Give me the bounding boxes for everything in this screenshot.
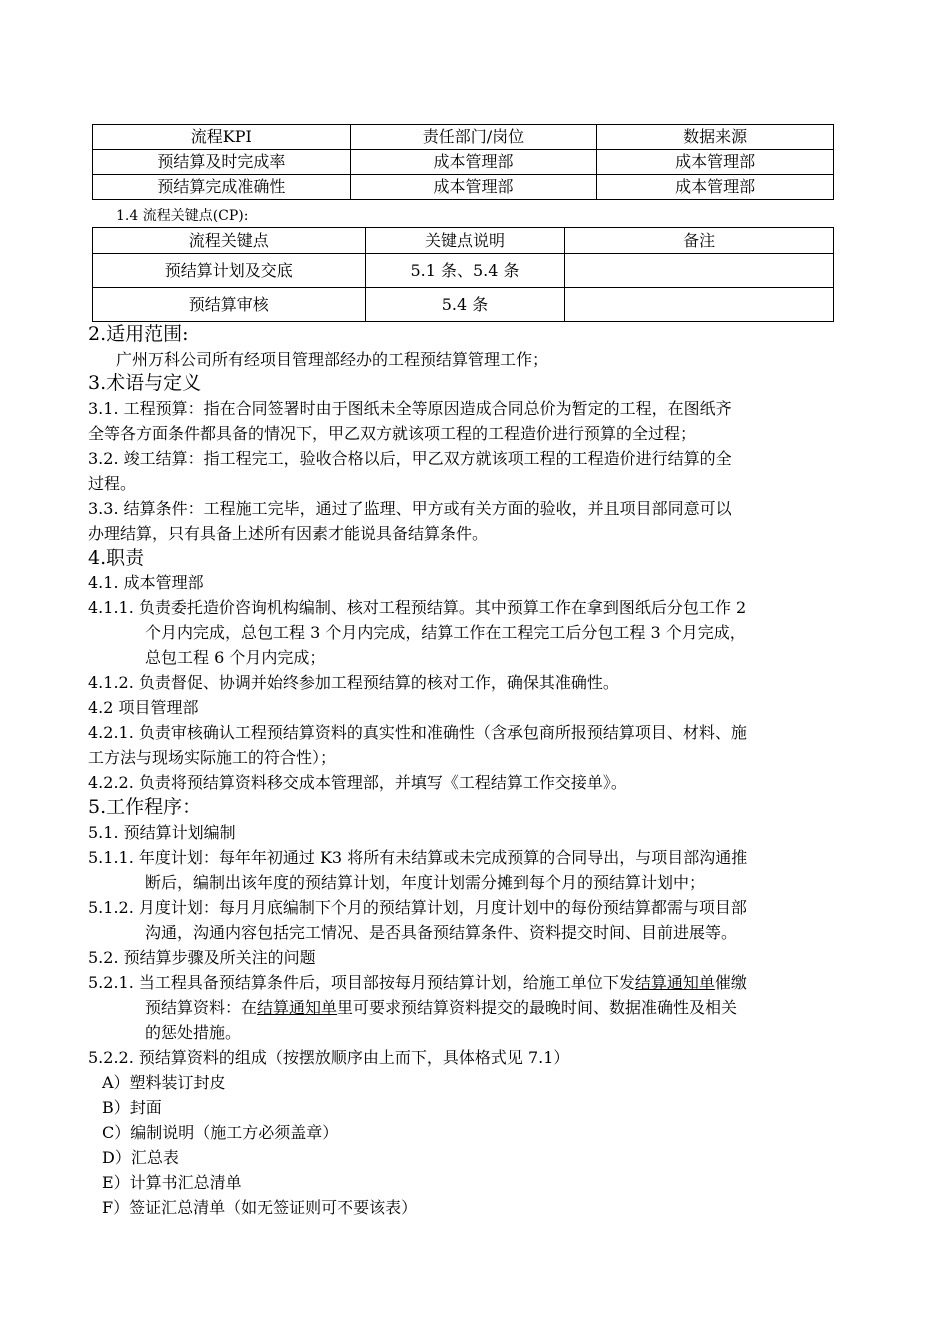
- table-cell: 预结算完成准确性: [93, 175, 351, 200]
- paragraph-4-1-1-line: 个月内完成，总包工程 3 个月内完成，结算工作在工程完工后分包工程 3 个月完成，: [145, 623, 746, 642]
- paragraph-5-2-1-line: [145, 996, 737, 1020]
- paragraph-4-2-2: 4.2.2. 负责将预结算资料移交成本管理部，并填写《工程结算工作交接单》。: [88, 773, 627, 792]
- text-run: 催缴: [714, 973, 747, 992]
- table-cell: 5.4 条: [365, 288, 565, 322]
- subsection-4-2-title: 4.2 项目管理部: [88, 698, 199, 717]
- list-item: F）签证汇总清单（如无签证则可不要该表）: [102, 1198, 418, 1217]
- text-run: 5.2.1. 当工程具备预结算条件后，项目部按每月预结算计划，给施工单位下发: [88, 973, 635, 992]
- paragraph-5-1-2-line: 5.1.2. 月度计划：每月月底编制下个月的预结算计划，月度计划中的每份预结算都需与项目部: [88, 898, 747, 917]
- paragraph-4-2-1-line: 4.2.1. 负责审核确认工程预结算资料的真实性和准确性（含承包商所报预结算项目、材料、施: [88, 723, 747, 742]
- list-item: B）封面: [102, 1098, 162, 1117]
- paragraph-4-1-2: 4.1.2. 负责督促、协调并始终参加工程预结算的核对工作，确保其准确性。: [88, 673, 619, 692]
- settlement-notice-link: 结算通知单: [257, 998, 338, 1017]
- subsection-4-1-title: 4.1. 成本管理部: [88, 573, 204, 592]
- paragraph-4-1-1-line: 4.1.1. 负责委托造价咨询机构编制、核对工程预结算。其中预算工作在拿到图纸后分包工作 2: [88, 598, 747, 617]
- table-header-cell: 责任部门/岗位: [350, 125, 597, 150]
- paragraph-5-2-1-line: [88, 971, 747, 995]
- table-cell: 预结算及时完成率: [93, 150, 351, 175]
- table-header-cell: 流程KPI: [93, 125, 351, 150]
- section-3-heading: 3.术语与定义: [88, 372, 202, 394]
- paragraph-5-2-1-line: 的惩处措施。: [145, 1023, 242, 1042]
- text-run: 里可要求预结算资料提交的最晚时间、数据准确性及相关: [337, 998, 738, 1017]
- cp-section-label: 1.4 流程关键点(CP):: [116, 208, 249, 224]
- table-cell: 预结算审核: [93, 288, 366, 322]
- table-header-row: [93, 228, 834, 254]
- table-header-cell: 备注: [565, 228, 834, 254]
- cp-table: [92, 227, 834, 322]
- paragraph-5-2-2: 5.2.2. 预结算资料的组成（按摆放顺序由上而下，具体格式见 7.1）: [88, 1048, 570, 1067]
- kpi-table: [92, 124, 834, 200]
- table-cell: 成本管理部: [597, 150, 834, 175]
- paragraph-3-1-line: 3.1. 工程预算：指在合同签署时由于图纸未全等原因造成合同总价为暂定的工程，在图纸齐: [88, 399, 732, 418]
- table-row: [93, 150, 834, 175]
- paragraph-4-2-1-line: 工方法与现场实际施工的符合性）；: [88, 748, 337, 767]
- table-header-row: [93, 125, 834, 150]
- subsection-5-2-title: 5.2. 预结算步骤及所关注的问题: [88, 948, 316, 967]
- table-header-cell: 流程关键点: [93, 228, 366, 254]
- paragraph-5-1-2-line: 沟通，沟通内容包括完工情况、是否具备预结算条件、资料提交时间、目前进展等。: [145, 923, 738, 942]
- section-5-heading: 5.工作程序：: [88, 796, 202, 818]
- table-cell: 成本管理部: [597, 175, 834, 200]
- paragraph-4-1-1-line: 总包工程 6 个月内完成；: [145, 648, 326, 667]
- paragraph-3-2-line: 3.2. 竣工结算：指工程完工，验收合格以后，甲乙双方就该项工程的工程造价进行结算的全: [88, 449, 732, 468]
- paragraph-3-2-line: 过程。: [88, 474, 137, 493]
- table-cell: 预结算计划及交底: [93, 254, 366, 288]
- paragraph-3-1-line: 全等各方面条件都具备的情况下，甲乙双方就该项工程的工程造价进行预算的全过程；: [88, 424, 697, 443]
- section-2-heading: 2.适用范围:: [88, 323, 189, 345]
- table-cell: 成本管理部: [350, 175, 597, 200]
- table-row: [93, 175, 834, 200]
- section-4-heading: 4.职责: [88, 547, 145, 569]
- paragraph-3-3-line: 3.3. 结算条件：工程施工完毕，通过了监理、甲方或有关方面的验收，并且项目部同意可以: [88, 499, 732, 518]
- table-cell: 成本管理部: [350, 150, 597, 175]
- paragraph-3-3-line: 办理结算，只有具备上述所有因素才能说具备结算条件。: [88, 524, 489, 543]
- table-header-cell: 关键点说明: [365, 228, 565, 254]
- settlement-notice-link: 结算通知单: [634, 973, 715, 992]
- table-cell: [565, 288, 834, 322]
- text-run: 预结算资料：在: [145, 998, 258, 1017]
- list-item: E）计算书汇总清单: [102, 1173, 242, 1192]
- section-2-text: 广州万科公司所有经项目管理部经办的工程预结算管理工作；: [116, 350, 549, 369]
- table-header-cell: 数据来源: [597, 125, 834, 150]
- list-item: D）汇总表: [102, 1148, 179, 1167]
- list-item: A）塑料装订封皮: [102, 1073, 226, 1092]
- table-row: [93, 288, 834, 322]
- list-item: C）编制说明（施工方必须盖章）: [102, 1123, 339, 1142]
- table-cell: [565, 254, 834, 288]
- paragraph-5-1-1-line: 断后，编制出该年度的预结算计划，年度计划需分摊到每个月的预结算计划中；: [145, 873, 706, 892]
- table-cell: 5.1 条、5.4 条: [365, 254, 565, 288]
- subsection-5-1-title: 5.1. 预结算计划编制: [88, 823, 236, 842]
- table-row: [93, 254, 834, 288]
- paragraph-5-1-1-line: 5.1.1. 年度计划：每年年初通过 K3 将所有未结算或未完成预算的合同导出，与项目部沟通推: [88, 848, 748, 867]
